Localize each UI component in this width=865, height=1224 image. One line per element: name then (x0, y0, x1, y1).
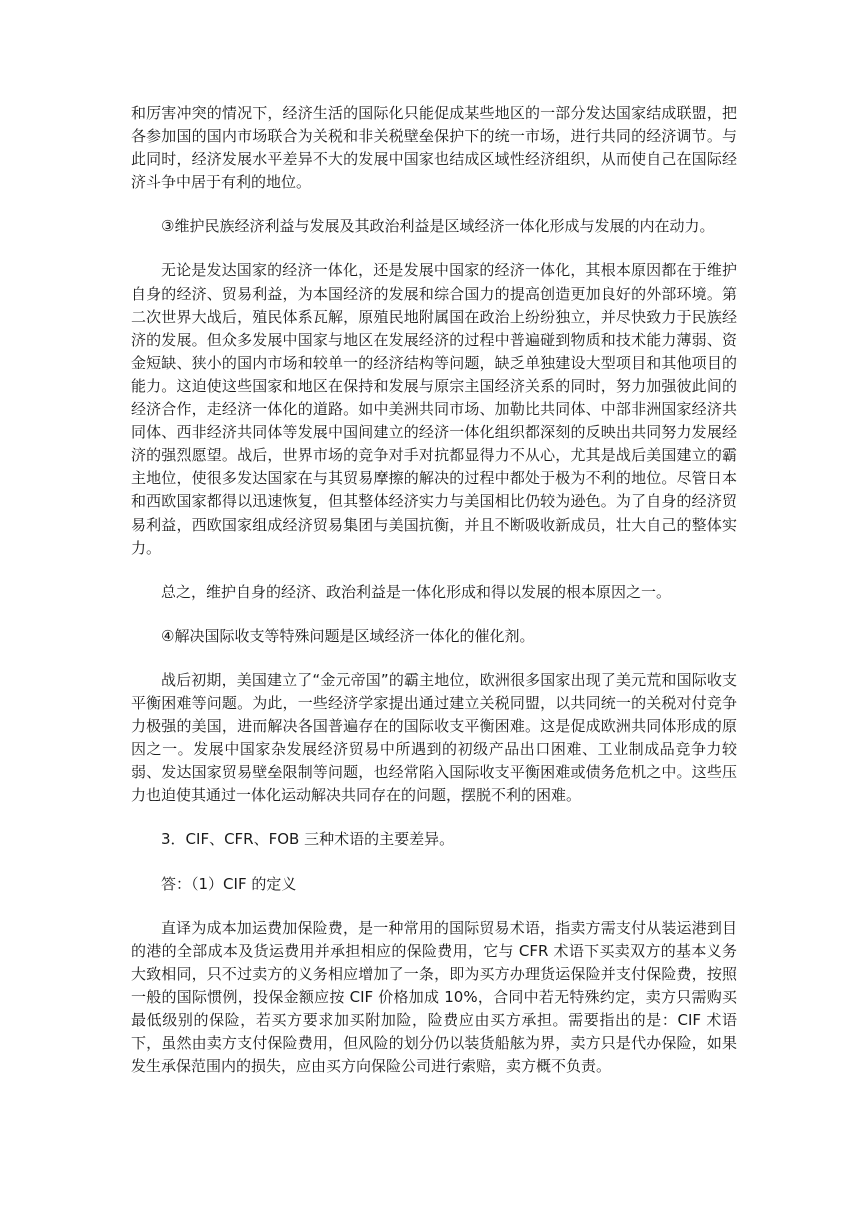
point-3-heading: ③维护民族经济利益与发展及其政治利益是区域经济一体化形成与发展的内在动力。 (161, 217, 715, 236)
paragraph-continuation: 和厉害冲突的情况下，经济生活的国际化只能促成某些地区的一部分发达国家结成联盟，把各参加国的国内市场联合为关税和非关税壁垒保护下的统一市场，进行共同的经济调节。与此同时，经济发展水平差异不大的发展中国家也结成区域性经济组织，从而使自己在国际经济斗争中居于有利的地位。 (131, 104, 737, 192)
paragraph-balance-of-payments: 战后初期，美国建立了“金元帝国”的霸主地位，欧洲很多国家出现了美元荒和国际收支平衡困难等问题。为此，一些经济学家提出通过建立关税同盟，以共同统一的关税对付竞争力极强的美国，进而解决各国普遍存在的国际收支平衡困难。这是促成欧洲共同体形成的原因之一。发展中国家杂发展经济贸易中所遇到的初级产品出口困难、工业制成品竞争力较弱、发达国家贸易壁垒限制等问题，也经常陷入国际收支平衡困难或债务危机之中。这些压力也迫使其通过一体化运动解决共同存在的问题，摆脱不利的困难。 (131, 670, 737, 805)
paragraph-summary: 总之，维护自身的经济、政治利益是一体化形成和得以发展的根本原因之一。 (161, 582, 672, 601)
point-4-heading: ④解决国际收支等特殊问题是区域经济一体化的催化剂。 (161, 626, 535, 645)
document-page (131, 102, 737, 1099)
question-3-heading: 3．CIF、CFR、FOB 三种术语的主要差异。 (161, 830, 455, 849)
paragraph-national-interest: 无论是发达国家的经济一体化，还是发展中国家的经济一体化，其根本原因都在于维护自身的经济、贸易利益，为本国经济的发展和综合国力的提高创造更加良好的外部环境。第二次世界大战后，殖民体系瓦解，原殖民地附属国在政治上纷纷独立，并尽快致力于民族经济的发展。但众多发展中国家与地区在发展经济的过程中普遍碰到物质和技术能力薄弱、资金短缺、狭小的国内市场和较单一的经济结构等问题，缺乏单独建设大型项目和其他项目的能力。这迫使这些国家和地区在保持和发展与原宗主国经济关系的同时，努力加强彼此间的经济合作，走经济一体化的道路。如中美洲共同市场、加勒比共同体、中部非洲国家经济共同体、西非经济共同体等发展中国间建立的经济一体化组织都深刻的反映出共同努力发展经济的强烈愿望。战后，世界市场的竞争对手对抗都显得力不从心，尤其是战后美国建立的霸主地位，使很多发达国家在与其贸易摩擦的解决的过程中都处于极为不利的地位。尽管日本和西欧国家都得以迅速恢复，但其整体经济实力与美国相比仍较为逊色。为了自身的经济贸易利益，西欧国家组成经济贸易集团与美国抗衡，并且不断吸收新成员，壮大自己的整体实力。 (131, 261, 737, 557)
paragraph-cif-definition: 直译为成本加运费加保险费，是一种常用的国际贸易术语，指卖方需支付从装运港到目的港的全部成本及货运费用并承担相应的保险费用，它与 CFR 术语下买卖双方的基本义务大致相同，只不过卖方的义务相应增加了一条，即为买方办理货运保险并支付保险费，按照一般的国际惯例，投保金额应按 CIF 价格加成 10%，合同中若无特殊约定，卖方只需购买最低级别的保险，若买方要求加买附加险，险费应由买方承担。需要指出的是：CIF 术语下，虽然由卖方支付保险费用，但风险的划分仍以装货船舷为界，卖方只是代办保险，如果发生承保范围内的损失，应由买方向保险公司进行索赔，卖方概不负责。 (131, 918, 737, 1076)
answer-cif-definition-heading: 答：（1）CIF 的定义 (161, 874, 297, 893)
